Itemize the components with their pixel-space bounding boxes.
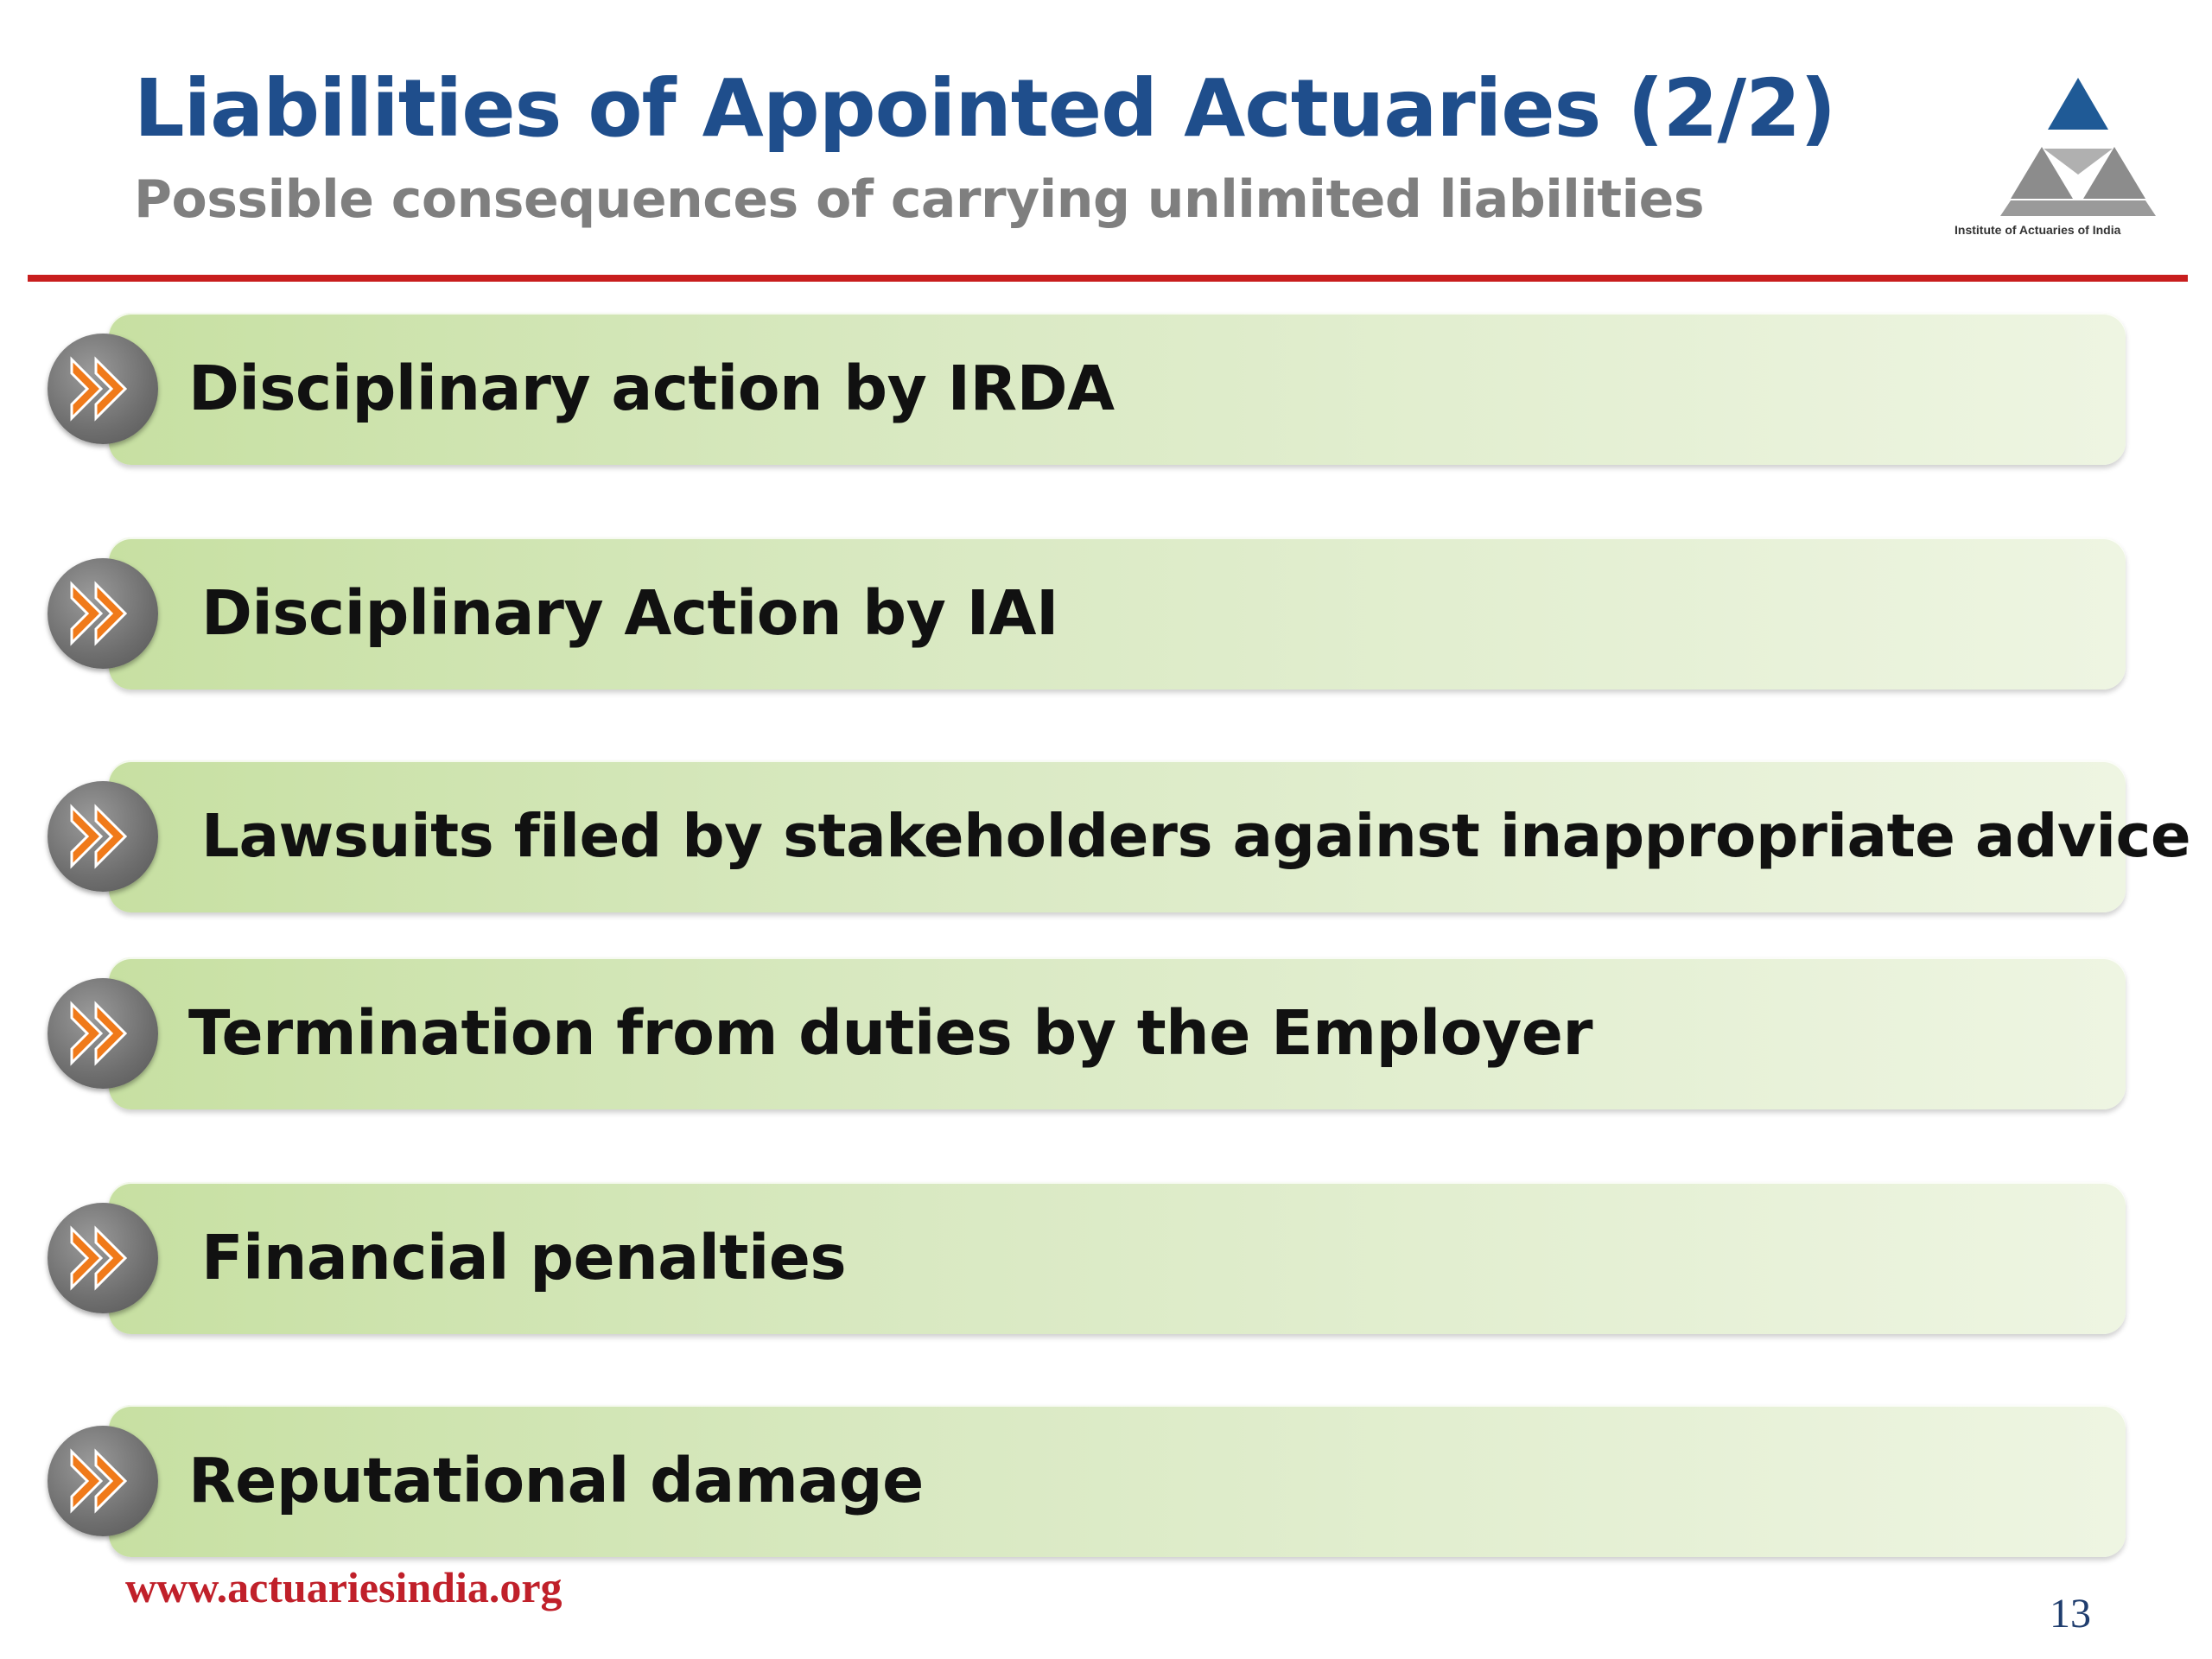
footer-website-link[interactable]: www.actuariesindia.org — [125, 1563, 563, 1611]
list-item-label: Reputational damage — [188, 1445, 924, 1516]
list-item-label: Termination from duties by the Employer — [188, 997, 1592, 1069]
list-item — [43, 760, 2191, 916]
header-divider — [28, 275, 2188, 282]
list-item — [43, 957, 2126, 1113]
list-item-label: Lawsuits filed by stakeholders against inappropriate advice — [201, 802, 2191, 871]
double-chevron-icon — [48, 334, 158, 444]
logo-caption: Institute of Actuaries of India — [1955, 223, 2121, 237]
slide-title: Liabilities of Appointed Actuaries (2/2) — [134, 62, 1836, 155]
list-item-label: Disciplinary Action by IAI — [201, 577, 1058, 649]
list-item — [43, 537, 2126, 693]
iai-triangle-logo-icon — [1948, 69, 2208, 225]
double-chevron-icon — [48, 978, 158, 1089]
list-item-label: Financial penalties — [201, 1222, 847, 1294]
page-number: 13 — [2050, 1591, 2091, 1637]
list-item — [43, 1182, 2126, 1338]
list-item-label: Disciplinary action by IRDA — [188, 353, 1115, 424]
slide-subtitle: Possible consequences of carrying unlimited liabilities — [134, 169, 1705, 230]
double-chevron-icon — [48, 781, 158, 892]
list-item — [43, 1405, 2126, 1560]
double-chevron-icon — [48, 558, 158, 669]
double-chevron-icon — [48, 1426, 158, 1536]
list-item — [43, 313, 2126, 468]
double-chevron-icon — [48, 1203, 158, 1313]
